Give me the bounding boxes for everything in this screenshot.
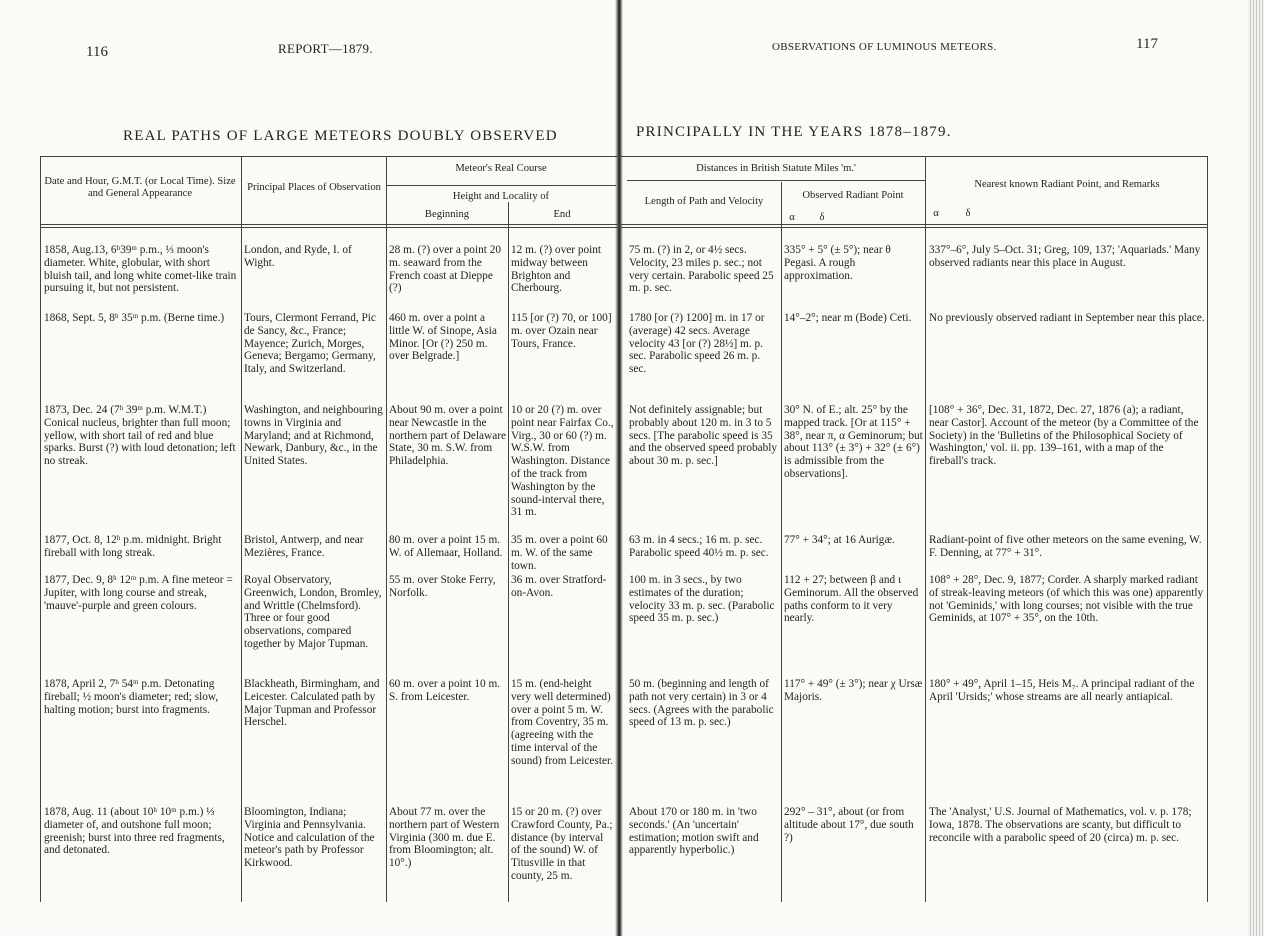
row-1-beginning: 28 m. (?) over a point 20 m. seaward from the French coast at Dieppe (?) (389, 244, 501, 295)
rule-distances (627, 180, 925, 181)
row-4-remarks: Radiant-point of five other meteors on the same evening, W. F. Denning, at 77° + 31°. (929, 534, 1202, 559)
row-3-end: 10 or 20 (?) m. over point near Fairfax Co., Virg., 30 or 60 (?) m. W.S.W. from Washington. Distance of the track from Washington by the sound-interval there, 31 m. (511, 404, 614, 519)
row-5-end: 36 m. over Stratford-on-Avon. (511, 574, 607, 599)
row-2-places: Tours, Clermont Ferrand, Pic de Sancy, &c., France; Mayence; Zurich, Morges, Geneva; Bergamo; Germany, Italy, and Switzerland. (244, 312, 376, 376)
row-6-beginning: 60 m. over a point 10 m. S. from Leicester. (389, 678, 501, 703)
row-6-remarks: 180° + 49°, April 1–15, Heis M₇. A principal radiant of the April 'Ursids;' whose streams are all nearly antiapical. (929, 678, 1195, 703)
running-head-left: REPORT—1879. (278, 41, 373, 56)
col-header-end: End (553, 209, 571, 220)
rule-top (40, 156, 1208, 157)
row-1-end: 12 m. (?) over point midway between Brighton and Cherbourg. (511, 244, 602, 295)
row-1-length: 75 m. (?) in 2, or 4½ secs. Velocity, 23 miles p. sec.; not very certain. Parabolic speed 25 m. p. sec. (629, 244, 774, 295)
row-7-places: Bloomington, Indiana; Virginia and Pennsylvania. Notice and calculation of the meteor's path by Professor Kirkwood. (244, 806, 375, 870)
row-5-radiant: 112 + 27; between β and ι Geminorum. All the observed paths conform to it very nearly. (784, 574, 919, 625)
rule-real-course (386, 185, 616, 186)
row-4-date: 1877, Oct. 8, 12ʰ p.m. midnight. Bright fireball with long streak. (44, 534, 222, 559)
vrule-2 (386, 156, 387, 902)
row-6-date: 1878, April 2, 7ʰ 54ᵐ p.m. Detonating fireball; ½ moon's diameter; red; slow, halting motion; burst into fragments. (44, 678, 219, 716)
row-3-places: Washington, and neighbouring towns in Virginia and Maryland; and at Richmond, Newark, Danbury, &c., in the United States. (244, 404, 383, 468)
col-header-places: Principal Places of Observation (247, 182, 381, 193)
table-title-left: REAL PATHS OF LARGE METEORS DOUBLY OBSERVED (123, 128, 558, 144)
row-2-date: 1868, Sept. 5, 8ʰ 35ᵐ p.m. (Berne time.) (44, 312, 225, 324)
row-5-places: Royal Observatory, Greenwich, London, Bromley, and Writtle (Chelmsford). Three or four good observations, compared together by Major Tupman. (244, 574, 382, 650)
col-header-radiant-alpha: α (789, 212, 795, 223)
col-header-beginning: Beginning (424, 209, 470, 220)
row-6-end: 15 m. (end-height very well determined) over a point 5 m. W. from Coventry, 35 m. (agreeing with the time interval of the sound) from Leicester. (511, 678, 613, 767)
col-header-nearest-alpha: α (933, 208, 939, 219)
row-6-length: 50 m. (beginning and length of path not very certain) in 3 or 4 secs. (Agrees with the parabolic speed of 13 m. p. sec.) (629, 678, 774, 729)
col-header-nearest: Nearest known Radiant Point, and Remarks (974, 179, 1160, 190)
column-beginning (389, 244, 506, 902)
row-3-beginning: About 90 m. over a point near Newcastle in the northern part of Delaware State, 30 m. S.W. from Philadelphia. (389, 404, 506, 468)
row-1-places: London, and Ryde, I. of Wight. (244, 244, 352, 269)
row-1-remarks: 337°–6°, July 5–Oct. 31; Greg, 109, 137; 'Aquariads.' Many observed radiants near this place in August. (929, 244, 1201, 269)
row-2-radiant: 14°–2°; near m (Bode) Ceti. (784, 312, 912, 324)
row-2-end: 115 [or (?) 70, or 100] m. over Ozain near Tours, France. (511, 312, 612, 350)
vrule-6 (925, 156, 926, 902)
row-1-radiant: 335° + 5° (± 5°); near θ Pegasi. A rough approximation. (784, 244, 891, 282)
row-4-beginning: 80 m. over a point 15 m. W. of Allemaar, Holland. (389, 534, 503, 559)
column-places (244, 244, 384, 902)
row-5-beginning: 55 m. over Stoke Ferry, Norfolk. (389, 574, 496, 599)
row-7-beginning: About 77 m. over the northern part of Western Virginia (300 m. due E. from Bloomington; alt. 10°.) (389, 806, 500, 870)
col-header-distances: Distances in British Statute Miles 'm.' (696, 163, 856, 174)
rule-header-bottom-2 (40, 227, 1208, 228)
row-2-remarks: No previously observed radiant in September near this place. (929, 312, 1205, 324)
running-head-right: OBSERVATIONS OF LUMINOUS METEORS. (772, 41, 997, 53)
row-7-date: 1878, Aug. 11 (about 10ʰ 10ᵐ p.m.) ⅓ diameter of, and outshone full moon; greenish; burst into three red fragments, and detonated. (44, 806, 225, 857)
row-2-length: 1780 [or (?) 1200] m. in 17 or (average) 42 secs. Average velocity 43 [or (?) 28½] m. p. sec. Parabolic speed 26 m. p. sec. (629, 312, 765, 376)
book-gutter (615, 0, 623, 936)
row-5-remarks: 108° + 28°, Dec. 9, 1877; Corder. A sharply marked radiant of streak-leaving meteors (of which this was one) apparently not 'Geminids,' with long courses; not visible with the true Geminids, at 107° + 35°, on the 10th. (929, 574, 1204, 625)
col-header-height-locality: Height and Locality of (452, 191, 550, 202)
page-number-right: 117 (1136, 36, 1158, 52)
col-header-real-course: Meteor's Real Course (455, 163, 547, 174)
row-1-date: 1858, Aug.13, 6ʰ39ᵐ p.m., ⅓ moon's diameter. White, globular, with short bluish tail, and long white comet-like train pursuing it, but not persistent. (44, 244, 237, 295)
vrule-0 (40, 156, 41, 902)
vrule-1 (241, 156, 242, 902)
row-4-end: 35 m. over a point 60 m. W. of the same town. (511, 534, 608, 572)
row-7-length: About 170 or 180 m. in 'two seconds.' (An 'uncertain' estimation; motion swift and apparently hyperbolic.) (629, 806, 759, 857)
table-title-right: PRINCIPALLY IN THE YEARS 1878–1879. (636, 124, 952, 140)
row-5-length: 100 m. in 3 secs., by two estimates of the duration; velocity 33 m. p. sec. (Parabolic speed 35 m. p. sec.) (629, 574, 775, 625)
row-4-radiant: 77° + 34°; at 16 Aurigæ. (784, 534, 895, 546)
column-remarks (929, 244, 1205, 902)
row-4-places: Bristol, Antwerp, and near Mezières, France. (244, 534, 364, 559)
column-radiant (784, 244, 923, 902)
vrule-5 (781, 182, 782, 902)
row-7-remarks: The 'Analyst,' U.S. Journal of Mathematics, vol. v. p. 178; Iowa, 1878. The observations are scanty, but difficult to reconcile with a parabolic speed of 20 (circa) m. p. sec. (929, 806, 1192, 844)
row-2-beginning: 460 m. over a point a little W. of Sinope, Asia Minor. [Or (?) 250 m. over Belgrade.] (389, 312, 497, 363)
row-7-radiant: 292° – 31°, about (or from altitude about 17°, due south ?) (784, 806, 914, 844)
vrule-7 (1207, 156, 1208, 902)
col-header-length: Length of Path and Velocity (644, 196, 764, 207)
rule-header-bottom (40, 224, 1208, 225)
col-header-radiant: Observed Radiant Point (802, 190, 904, 201)
row-3-length: Not definitely assignable; but probably about 120 m. in 3 to 5 secs. [The parabolic speed is 35 and the observed speed probably about 30 m. p. sec.] (629, 404, 778, 468)
col-header-radiant-delta: δ (819, 212, 825, 223)
col-header-nearest-delta: δ (965, 208, 971, 219)
row-7-end: 15 or 20 m. (?) over Crawford County, Pa.; distance (by interval of the sound) W. of Titusville in that county, 25 m. (511, 806, 613, 882)
row-6-radiant: 117° + 49° (± 3°); near χ Ursæ Majoris. (784, 678, 923, 703)
col-header-date: Date and Hour, G.M.T. (or Local Time). Size and General Appearance (44, 176, 236, 199)
row-5-date: 1877, Dec. 9, 8ʰ 12ᵐ p.m. A fine meteor = Jupiter, with long course and streak, 'mauve'-purple and green colours. (44, 574, 233, 612)
vrule-3 (508, 202, 509, 902)
column-length (629, 244, 779, 902)
row-3-date: 1873, Dec. 24 (7ʰ 39ᵐ p.m. W.M.T.) Conical nucleus, brighter than full moon; yellow, with short tail of red and blue sparks. Burst (?) with loud detonation; left no streak. (44, 404, 236, 468)
page-number-left: 116 (86, 44, 108, 60)
row-6-places: Blackheath, Birmingham, and Leicester. Calculated path by Major Tupman and Professor Herschel. (244, 678, 380, 729)
row-3-remarks: [108° + 36°, Dec. 31, 1872, Dec. 27, 1876 (a); a radiant, near Castor]. Account of the meteor (by a Committee of the Society) in the 'Bulletins of the Philosophical Society of Washington,' vol. ii. pp. 139–161, with a map of the fireball's track. (929, 404, 1199, 468)
row-3-radiant: 30° N. of E.; alt. 25° by the mapped track. [Or at 115° + 38°, near π, α Geminorum; but about 113° (± 3°) + 32° (± 6°) is admissible from the observations]. (784, 404, 923, 480)
page-edge (1248, 0, 1264, 936)
row-4-length: 63 m. in 4 secs.; 16 m. p. sec. Parabolic speed 40½ m. p. sec. (629, 534, 769, 559)
column-date (44, 244, 238, 902)
column-end (511, 244, 614, 902)
